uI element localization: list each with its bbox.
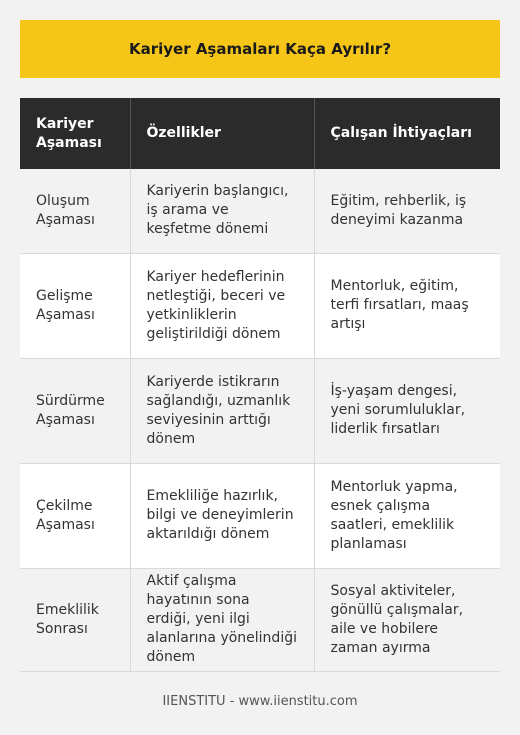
cell-needs: Eğitim, rehberlik, iş deneyimi kazanma [314, 169, 500, 253]
footer-credit: IIENSTITU - www.iienstitu.com [162, 694, 358, 709]
table-row [20, 253, 500, 358]
cell-features: Kariyer hedeflerinin netleştiği, beceri ve yetkinliklerin geliştirildiği dönem [130, 253, 314, 358]
cell-stage: Çekilme Aşaması [20, 463, 130, 568]
table-row [20, 463, 500, 568]
title-banner [20, 20, 500, 78]
cell-needs: Sosyal aktiviteler, gönüllü çalışmalar, aile ve hobilere zaman ayırma [314, 568, 500, 671]
cell-stage: Sürdürme Aşaması [20, 358, 130, 463]
table-row [20, 568, 500, 671]
cell-needs: İş-yaşam dengesi, yeni sorumluluklar, liderlik fırsatları [314, 358, 500, 463]
table-header-row [20, 98, 500, 169]
cell-features: Kariyerde istikrarın sağlandığı, uzmanlık seviyesinin arttığı dönem [130, 358, 314, 463]
cell-features: Kariyerin başlangıcı, iş arama ve keşfetme dönemi [130, 169, 314, 253]
cell-needs: Mentorluk, eğitim, terfi fırsatları, maaş artışı [314, 253, 500, 358]
career-stages-table [20, 98, 500, 672]
cell-needs: Mentorluk yapma, esnek çalışma saatleri, emeklilik planlaması [314, 463, 500, 568]
table-row [20, 169, 500, 253]
header-features: Özellikler [130, 98, 314, 169]
header-career-stage: Kariyer Aşaması [20, 98, 130, 169]
cell-features: Aktif çalışma hayatının sona erdiği, yeni ilgi alanlarına yönelindiği dönem [130, 568, 314, 671]
page-title: Kariyer Aşamaları Kaça Ayrılır? [128, 40, 392, 58]
table-row [20, 358, 500, 463]
cell-stage: Oluşum Aşaması [20, 169, 130, 253]
cell-features: Emekliliğe hazırlık, bilgi ve deneyimlerin aktarıldığı dönem [130, 463, 314, 568]
header-employee-needs: Çalışan İhtiyaçları [314, 98, 500, 169]
cell-stage: Gelişme Aşaması [20, 253, 130, 358]
cell-stage: Emeklilik Sonrası [20, 568, 130, 671]
